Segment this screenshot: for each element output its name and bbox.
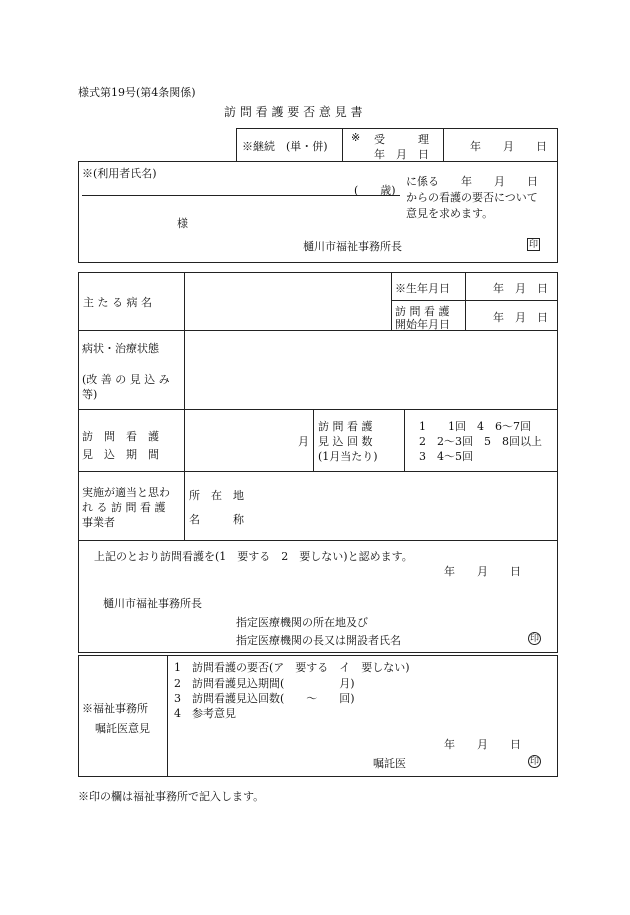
doctor-item-3: 3 訪問看護見込回数( ～ 回): [174, 692, 355, 705]
name-label: 名 称: [189, 513, 244, 526]
start-label-2: 開始年月日: [395, 318, 450, 331]
seal-icon: 印: [528, 240, 538, 250]
doctor-label: 嘱託医: [373, 757, 406, 770]
start-value: 年 月 日: [493, 311, 548, 324]
request-line-2: からの看護の要否について: [406, 191, 538, 204]
condition-label-3: 等): [82, 388, 98, 401]
form-number: 様式第19号(第4条関係): [78, 86, 196, 99]
count-options-2: 2 2～3回 5 8回以上: [419, 435, 542, 448]
birth-label: ※生年月日: [395, 282, 450, 295]
provider-label-1: 実施が適当と思わ: [82, 486, 170, 499]
count-options-1: 1 1回 4 6～7回: [419, 420, 531, 433]
honorific-sama: 様: [177, 217, 188, 230]
doctor-label-2: 嘱託医意見: [95, 722, 150, 735]
seal-icon: 印: [529, 634, 539, 644]
count-options-3: 3 4～5回: [419, 450, 473, 463]
count-label-2: 見 込 回 数: [318, 435, 373, 448]
doctor-item-1: 1 訪問看護の要否(ア 要する イ 要しない): [174, 661, 410, 674]
institution-address-label: 指定医療機関の所在地及び: [236, 616, 368, 629]
period-label-1: 訪 問 看 護: [82, 430, 159, 443]
footer-note: ※印の欄は福祉事務所で記入します。: [78, 790, 265, 803]
condition-label-1: 病状・治療状態: [82, 342, 159, 355]
age-field: ( 歳): [354, 184, 396, 197]
approval-statement: 上記のとおり訪問看護を(1 要する 2 要しない)と認めます。: [94, 550, 413, 563]
doctor-label-1: ※福祉事務所: [82, 702, 148, 715]
approval-date: 年 月 日: [444, 565, 521, 578]
count-label-1: 訪 問 看 護: [318, 420, 373, 433]
diagnosis-label: 主 た る 病 名: [83, 296, 152, 309]
provider-label-3: 事業者: [82, 516, 115, 529]
doctor-item-4: 4 参考意見: [174, 707, 236, 720]
top-date: 年 月 日: [470, 140, 547, 153]
count-label-3: (1月当たり): [318, 450, 378, 463]
seal-icon: 印: [529, 757, 539, 767]
received-mark: ※: [351, 131, 361, 144]
institution-head-label: 指定医療機関の長又は開設者氏名: [236, 634, 401, 647]
office-chief: 樋川市福祉事務所長: [303, 240, 402, 253]
period-label-2: 見 込 期 間: [82, 448, 159, 461]
birth-value: 年 月 日: [493, 282, 548, 295]
form-title: 訪 問 看 護 要 否 意 見 書: [224, 105, 363, 119]
user-name-label: ※(利用者氏名): [82, 167, 157, 180]
received-date: 年 月 日: [374, 148, 429, 161]
approval-office-chief: 樋川市福祉事務所長: [103, 597, 202, 610]
doctor-item-2: 2 訪問看護見込期間( 月): [174, 677, 355, 690]
continuation-label: ※継続 (単・併): [242, 140, 328, 153]
provider-label-2: れ る 訪 問 看 護: [82, 501, 166, 514]
period-unit: 月: [298, 435, 309, 448]
address-label: 所 在 地: [189, 489, 244, 502]
start-label-1: 訪 問 看 護: [395, 305, 450, 318]
condition-label-2: (改 善 の 見 込 み: [82, 373, 170, 386]
doctor-date: 年 月 日: [444, 738, 521, 751]
request-line-1: に係る 年 月 日: [406, 175, 538, 188]
received-label: 受 理: [374, 133, 429, 146]
request-line-3: 意見を求めます。: [406, 207, 494, 220]
